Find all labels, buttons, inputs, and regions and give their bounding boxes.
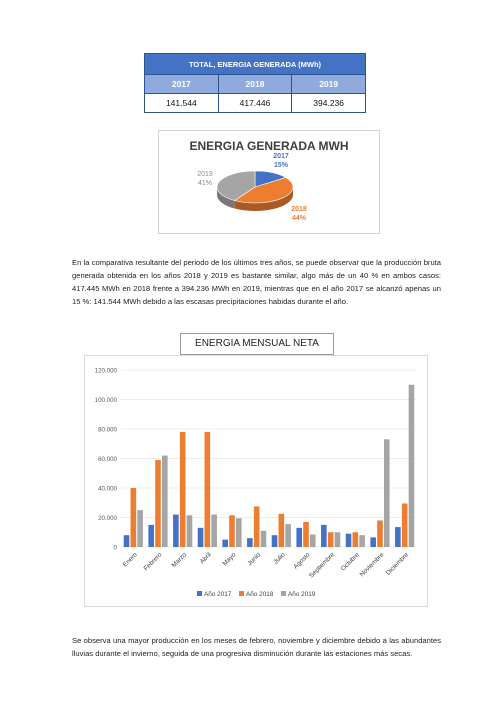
pie-label-name-2017: 2017 [273, 153, 289, 160]
bar-y-tick-label: 80.000 [98, 426, 117, 434]
bar-año-2018-septiembre [328, 532, 334, 547]
bar-año-2019-febrero [162, 456, 168, 547]
bar-x-tick-label: Octubre [339, 551, 361, 573]
bar-x-tick-label: Septiembre [308, 551, 337, 580]
pie-label-name-2019: 2019 [197, 171, 213, 178]
bar-año-2017-agosto [296, 528, 302, 547]
table-value-2019: 394.236 [292, 94, 366, 113]
bar-año-2019-agosto [310, 534, 316, 547]
bar-año-2019-junio [261, 531, 267, 547]
bar-y-tick-label: 120.000 [94, 367, 117, 375]
bar-año-2017-enero [124, 535, 130, 547]
bar-x-tick-label: Abril [198, 551, 213, 566]
pie-chart [158, 130, 380, 234]
bar-año-2018-mayo [229, 515, 235, 547]
bar-x-tick-label: Julio [272, 551, 287, 566]
conclusion-paragraph: Se observa una mayor producción en los meses de febrero, noviembre y diciembre debido a las abundantes lluvias durante el invierno, seguida de una progresiva disminución durante las estaciones más secas. [72, 636, 441, 658]
bar-y-tick-label: 20.000 [98, 515, 117, 522]
bar-año-2019-julio [285, 524, 291, 547]
bar-x-tick-label: Diciembre [384, 551, 411, 577]
bar-año-2018-julio [279, 514, 285, 547]
bar-año-2017-mayo [222, 540, 228, 547]
bar-año-2017-septiembre [321, 525, 327, 547]
bar-y-tick-label: 60.000 [98, 456, 117, 463]
legend-label: Año 2019 [288, 591, 316, 598]
bar-año-2018-marzo [180, 432, 186, 547]
pie-label-pct-2017: 15% [273, 162, 289, 169]
bar-x-tick-label: Junio [246, 551, 263, 568]
bar-año-2019-mayo [236, 518, 242, 547]
bar-x-tick-label: Enero [121, 551, 139, 569]
bar-año-2018-diciembre [402, 503, 408, 547]
table-title: TOTAL, ENERGIA GENERADA (MWh) [145, 54, 366, 75]
bar-año-2017-febrero [148, 525, 154, 547]
bar-año-2018-agosto [303, 522, 309, 547]
bar-año-2018-octubre [353, 532, 359, 547]
bar-año-2019-enero [137, 510, 143, 547]
table-year-2018: 2018 [218, 75, 292, 94]
bar-x-tick-label: Marzo [170, 551, 189, 569]
legend-swatch [281, 591, 286, 596]
bar-x-tick-label: Mayo [221, 551, 238, 568]
pie-chart-title: ENERGIA GENERADA MWH [189, 139, 349, 153]
bar-año-2019-septiembre [335, 532, 341, 547]
bar-año-2018-junio [254, 506, 260, 547]
table-value-2017: 141.544 [145, 94, 219, 113]
legend-label: Año 2017 [204, 591, 232, 598]
bar-año-2019-marzo [187, 515, 193, 547]
legend-swatch [197, 591, 202, 596]
bar-x-tick-label: Agosto [292, 551, 312, 571]
bar-x-tick-label: Noviembre [358, 551, 386, 579]
table-year-2017: 2017 [145, 75, 219, 94]
bar-y-tick-label: 40.000 [98, 485, 117, 493]
bar-chart [84, 355, 428, 607]
legend-swatch [239, 591, 244, 596]
bar-año-2018-abril [205, 432, 211, 547]
pie-label-pct-2018: 44% [291, 215, 307, 222]
analysis-paragraph: En la comparativa resultante del periodo de los últimos tres años, se puede observar que la producción bruta generada obtenida en los años 2018 y 2019 es bastante similar, algo más de un 40 % en ambos casos: 417.445 MWh en 2018 frente a 394.236 MWh en 2019, mientras que en el año 2017 se alcanzó apenas un 15 %: 141.544 MWh debido a las escasas precipitaciones habidas durante el año. [72, 258, 441, 306]
bar-año-2019-noviembre [384, 439, 390, 547]
bar-año-2017-junio [247, 538, 253, 547]
table-year-2019: 2019 [292, 75, 366, 94]
bar-año-2017-octubre [346, 534, 352, 547]
bar-año-2017-noviembre [370, 537, 376, 547]
legend-label: Año 2018 [246, 591, 274, 598]
bar-año-2018-enero [131, 488, 137, 547]
bar-año-2018-noviembre [377, 520, 383, 547]
table-value-2018: 417.446 [218, 94, 292, 113]
bar-chart-canvas [85, 356, 427, 606]
bar-chart-title: ENERGIA MENSUAL NETA [180, 333, 334, 355]
bar-año-2019-octubre [359, 535, 365, 547]
bar-x-tick-label: Febrero [142, 551, 164, 573]
energy-total-table [144, 53, 366, 113]
bar-año-2019-diciembre [409, 385, 415, 547]
pie-label-pct-2019: 41% [197, 180, 213, 187]
pie-label-name-2018: 2018 [291, 206, 307, 213]
bar-año-2017-abril [198, 528, 204, 547]
bar-año-2018-febrero [155, 460, 161, 547]
bar-y-tick-label: 0 [113, 544, 117, 552]
bar-año-2017-marzo [173, 515, 179, 547]
bar-año-2019-abril [211, 515, 217, 547]
bar-y-tick-label: 100.000 [94, 397, 117, 404]
bar-año-2017-julio [272, 535, 278, 547]
bar-año-2017-diciembre [395, 527, 401, 547]
